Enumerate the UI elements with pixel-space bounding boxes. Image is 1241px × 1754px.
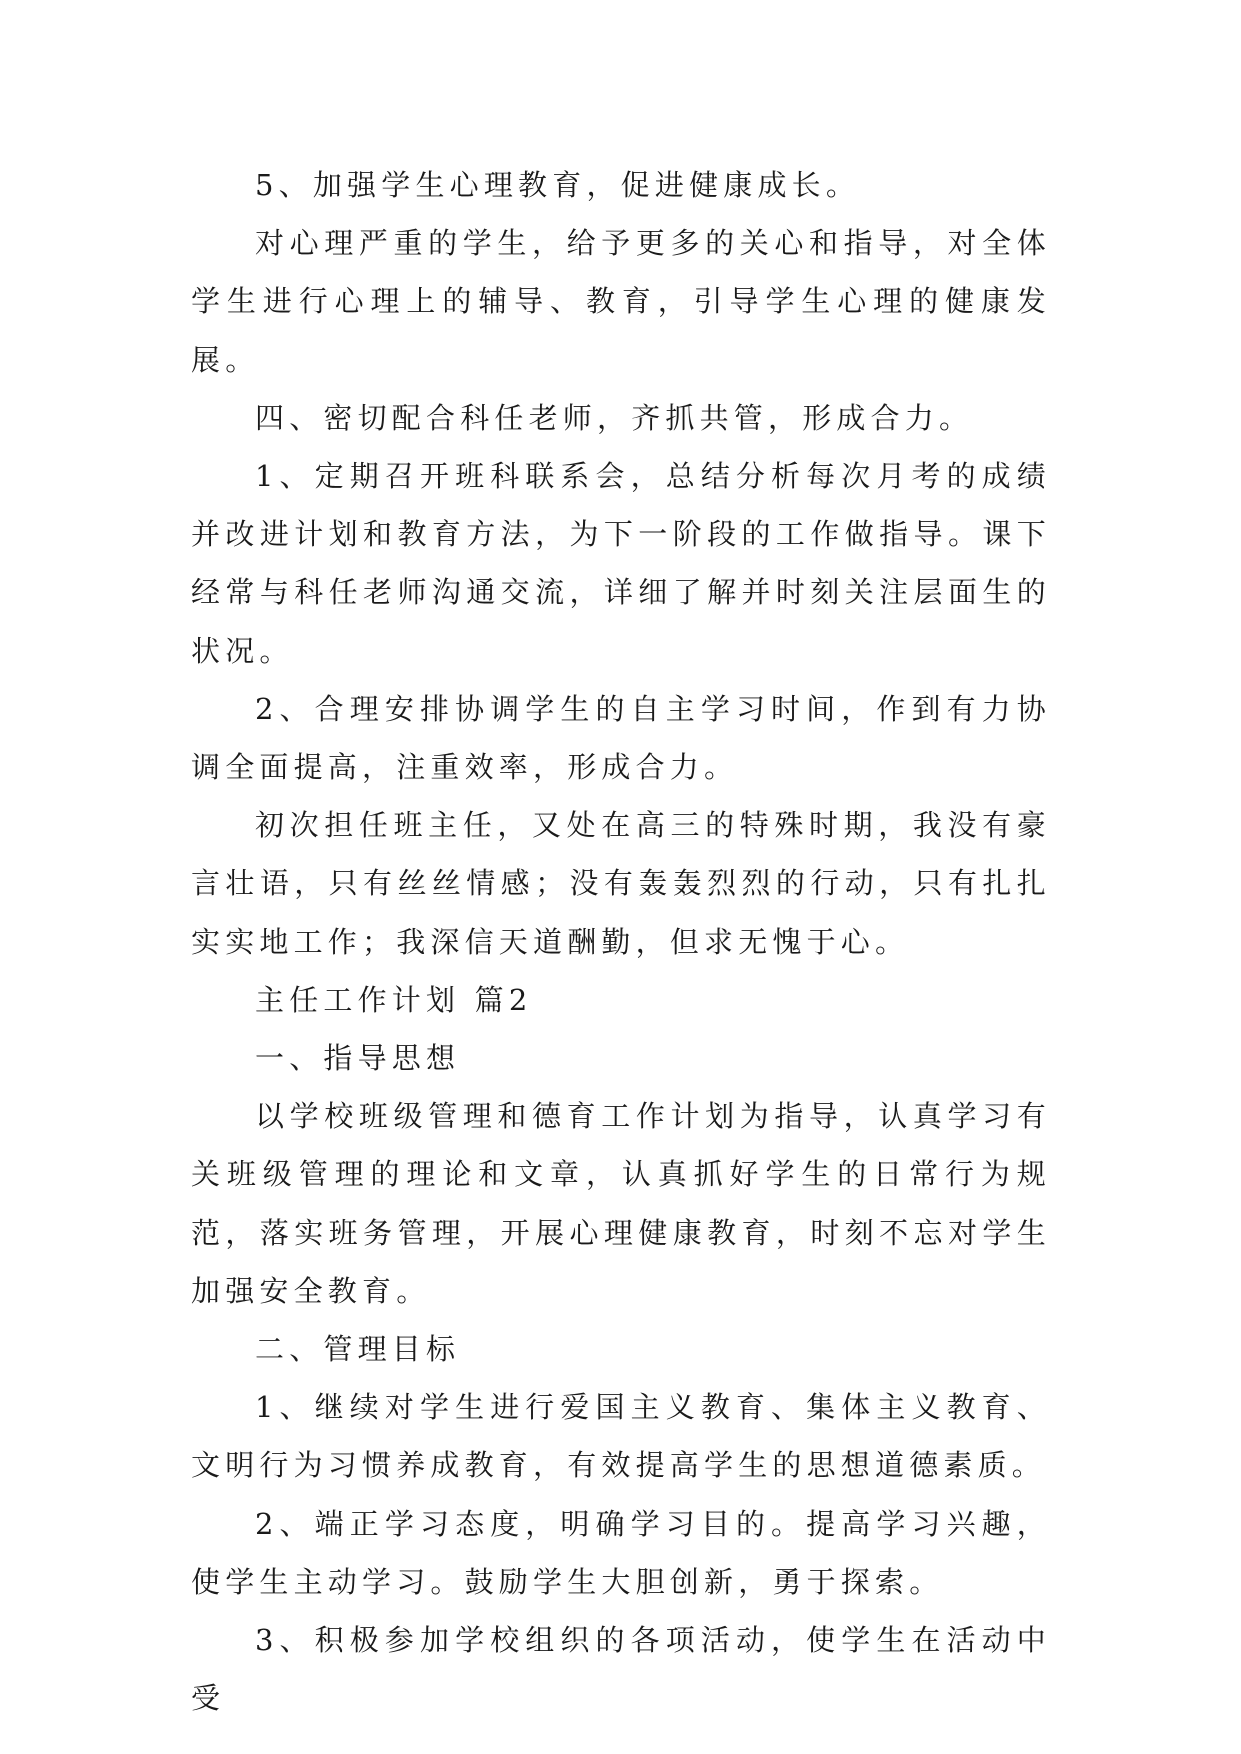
paragraph-closing-remarks: 初次担任班主任，又处在高三的特殊时期，我没有豪言壮语，只有丝丝情感；没有轰轰烈烈的行动，只有扎扎实实地工作；我深信天道酬勤，但求无愧于心。 xyxy=(191,808,1051,959)
paragraph-item-5-psychology: 5、加强学生心理教育，促进健康成长。 xyxy=(255,168,861,202)
paragraph-guiding-thought: 以学校班级管理和德育工作计划为指导，认真学习有关班级管理的理论和文章，认真抓好学生的日常行为规范，落实班务管理，开展心理健康教育，时刻不忘对学生加强安全教育。 xyxy=(191,1099,1051,1308)
document-body xyxy=(191,156,1051,1727)
section-heading-cooperation: 四、密切配合科任老师，齐抓共管，形成合力。 xyxy=(255,400,974,435)
article-title-part-2: 主任工作计划 篇2 xyxy=(255,982,533,1017)
paragraph-goal-2: 2、端正学习态度，明确学习目的。提高学习兴趣，使学生主动学习。鼓励学生大胆创新，勇于探索。 xyxy=(191,1506,1051,1599)
section-heading-guiding-thought: 一、指导思想 xyxy=(255,1041,461,1076)
section-heading-management-goals: 二、管理目标 xyxy=(255,1332,461,1367)
paragraph-psychology-care: 对心理严重的学生，给予更多的关心和指导，对全体学生进行心理上的辅导、教育，引导学生心理的健康发展。 xyxy=(191,226,1051,377)
paragraph-goal-3: 3、积极参加学校组织的各项活动，使学生在活动中受 xyxy=(191,1623,1051,1716)
paragraph-goal-1: 1、继续对学生进行爱国主义教育、集体主义教育、文明行为习惯养成教育，有效提高学生的思想道德素质。 xyxy=(191,1390,1051,1483)
paragraph-item-2-study-time: 2、合理安排协调学生的自主学习时间，作到有力协调全面提高，注重效率，形成合力。 xyxy=(191,691,1051,785)
paragraph-item-1-meetings: 1、定期召开班科联系会，总结分析每次月考的成绩并改进计划和教育方法，为下一阶段的工作做指导。课下经常与科任老师沟通交流，详细了解并时刻关注层面生的状况。 xyxy=(191,459,1051,668)
